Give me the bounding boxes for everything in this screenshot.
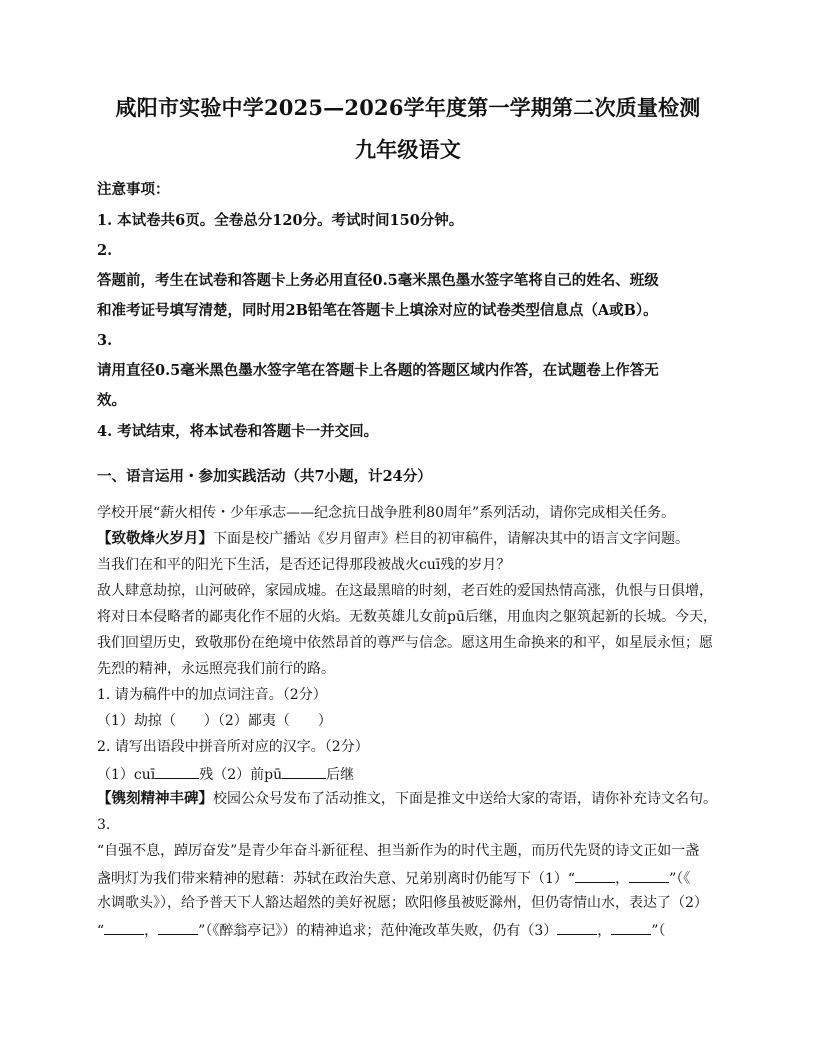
question-3-line-3: 水调歌头》），给予普天下人豁达超然的美好祝愿；欧阳修虽被贬滁州，但仍寄情山水，表达了（2） <box>97 895 708 911</box>
notice-item-4: 4. 考试结束，将本试卷和答题卡一并交回。 <box>97 423 379 440</box>
q3-text: ”（《 <box>669 871 691 887</box>
activity-intro: 学校开展“薪火相传・少年承志——纪念抗日战争胜利80周年”系列活动，请你完成相关任务。 <box>97 505 676 521</box>
question-1-answer-blanks: （1）劫掠（ ）（2）鄙夷（ ） <box>97 713 332 729</box>
passage-line-2: 敌人肆意劫掠，山河破碎，家园成墟。在这最黑暗的时刻，老百姓的爱国热情高涨，仇恨与日俱增， <box>97 583 713 599</box>
answer-blank[interactable] <box>575 867 615 883</box>
notice-item-2-line-2: 和准考证号填写清楚，同时用2B铅笔在答题卡上填涂对应的试卷类型信息点（A或B）。 <box>97 302 658 319</box>
question-1: 1. 请为稿件中的加点词注音。（2分） <box>97 687 327 703</box>
answer-blank[interactable] <box>282 763 326 779</box>
q3-comma: ， <box>615 871 630 887</box>
q3-quote: “ <box>97 923 105 939</box>
answer-blank[interactable] <box>629 867 669 883</box>
q2-part-3: 后继 <box>326 767 355 783</box>
q3-text: ”（《醉翁亭记》）的精神追求；范仲淹改革失败，仍有（3） <box>198 923 558 939</box>
answer-blank[interactable] <box>104 919 144 935</box>
notice-item-3-line-1: 请用直径0.5毫米黑色墨水签字笔在答题卡上各题的答题区域内作答，在试题卷上作答无 <box>97 362 659 379</box>
task-2-header <box>97 789 722 809</box>
notice-item-1: 1. 本试卷共6页。全卷总分120分。考试时间150分钟。 <box>97 212 464 229</box>
q2-part-2: 残（2）前pū <box>199 767 283 783</box>
question-3-number: 3. <box>97 817 111 833</box>
passage-line-5: 先烈的精神，永远照亮我们前行的路。 <box>97 661 335 677</box>
passage-line-3: 将对日本侵略者的鄙夷化作不屈的火焰。无数英雄儿女前pū后继，用血肉之躯筑起新的长城。今天， <box>97 609 717 625</box>
task-1-tag: 【致敬烽火岁月】 <box>97 530 213 547</box>
q3-text: ”（ <box>651 923 666 939</box>
q3-comma: ， <box>597 923 612 939</box>
question-3-line-2 <box>97 867 722 889</box>
answer-blank[interactable] <box>155 763 199 779</box>
answer-blank[interactable] <box>557 919 597 935</box>
task-2-text: 校园公众号发布了活动推文，下面是推文中送给大家的寄语，请你补充诗文名句。 <box>213 791 717 807</box>
q2-part-1: （1）cuī <box>97 767 156 783</box>
notice-heading: 注意事项： <box>97 181 170 198</box>
question-3-line-4 <box>97 919 722 941</box>
passage-line-1: 当我们在和平的阳光下生活，是否还记得那段被战火cuī残的岁月？ <box>97 557 511 573</box>
notice-item-2-line-1: 答题前，考生在试卷和答题卡上务必用直径0.5毫米黑色墨水签字笔将自己的姓名、班级 <box>97 272 659 289</box>
question-3-line-1: “自强不息，踔厉奋发”是青少年奋斗新征程、担当新作为的时代主题，而历代先贤的诗文正如一盏 <box>97 843 700 859</box>
question-2-answer <box>97 763 722 785</box>
task-1-text: 下面是校广播站《岁月留声》栏目的初审稿件，请解决其中的语言文字问题。 <box>213 531 689 547</box>
exam-title: 咸阳市实验中学2025—2026学年度第一学期第二次质量检测 <box>115 95 701 120</box>
q3-comma: ， <box>144 923 159 939</box>
section-1-heading: 一、语言运用・参加实践活动（共7小题，计24分） <box>97 468 432 485</box>
task-2-tag: 【镌刻精神丰碑】 <box>97 790 213 807</box>
notice-item-3-number: 3. <box>97 332 113 349</box>
answer-blank[interactable] <box>158 919 198 935</box>
q3-text: 盏明灯为我们带来精神的慰藉：苏轼在政治失意、兄弟别离时仍能写下（1）“ <box>97 871 576 887</box>
task-1-header <box>97 529 722 549</box>
answer-blank[interactable] <box>611 919 651 935</box>
notice-item-2-number: 2. <box>97 242 113 259</box>
exam-subtitle: 九年级语文 <box>355 137 461 162</box>
question-2: 2. 请写出语段中拼音所对应的汉字。（2分） <box>97 739 369 755</box>
passage-line-4: 我们回望历史，致敬那份在绝境中依然昂首的尊严与信念。愿这用生命换来的和平，如星辰永恒；愿 <box>97 635 713 651</box>
notice-item-3-line-2: 效。 <box>97 392 126 409</box>
